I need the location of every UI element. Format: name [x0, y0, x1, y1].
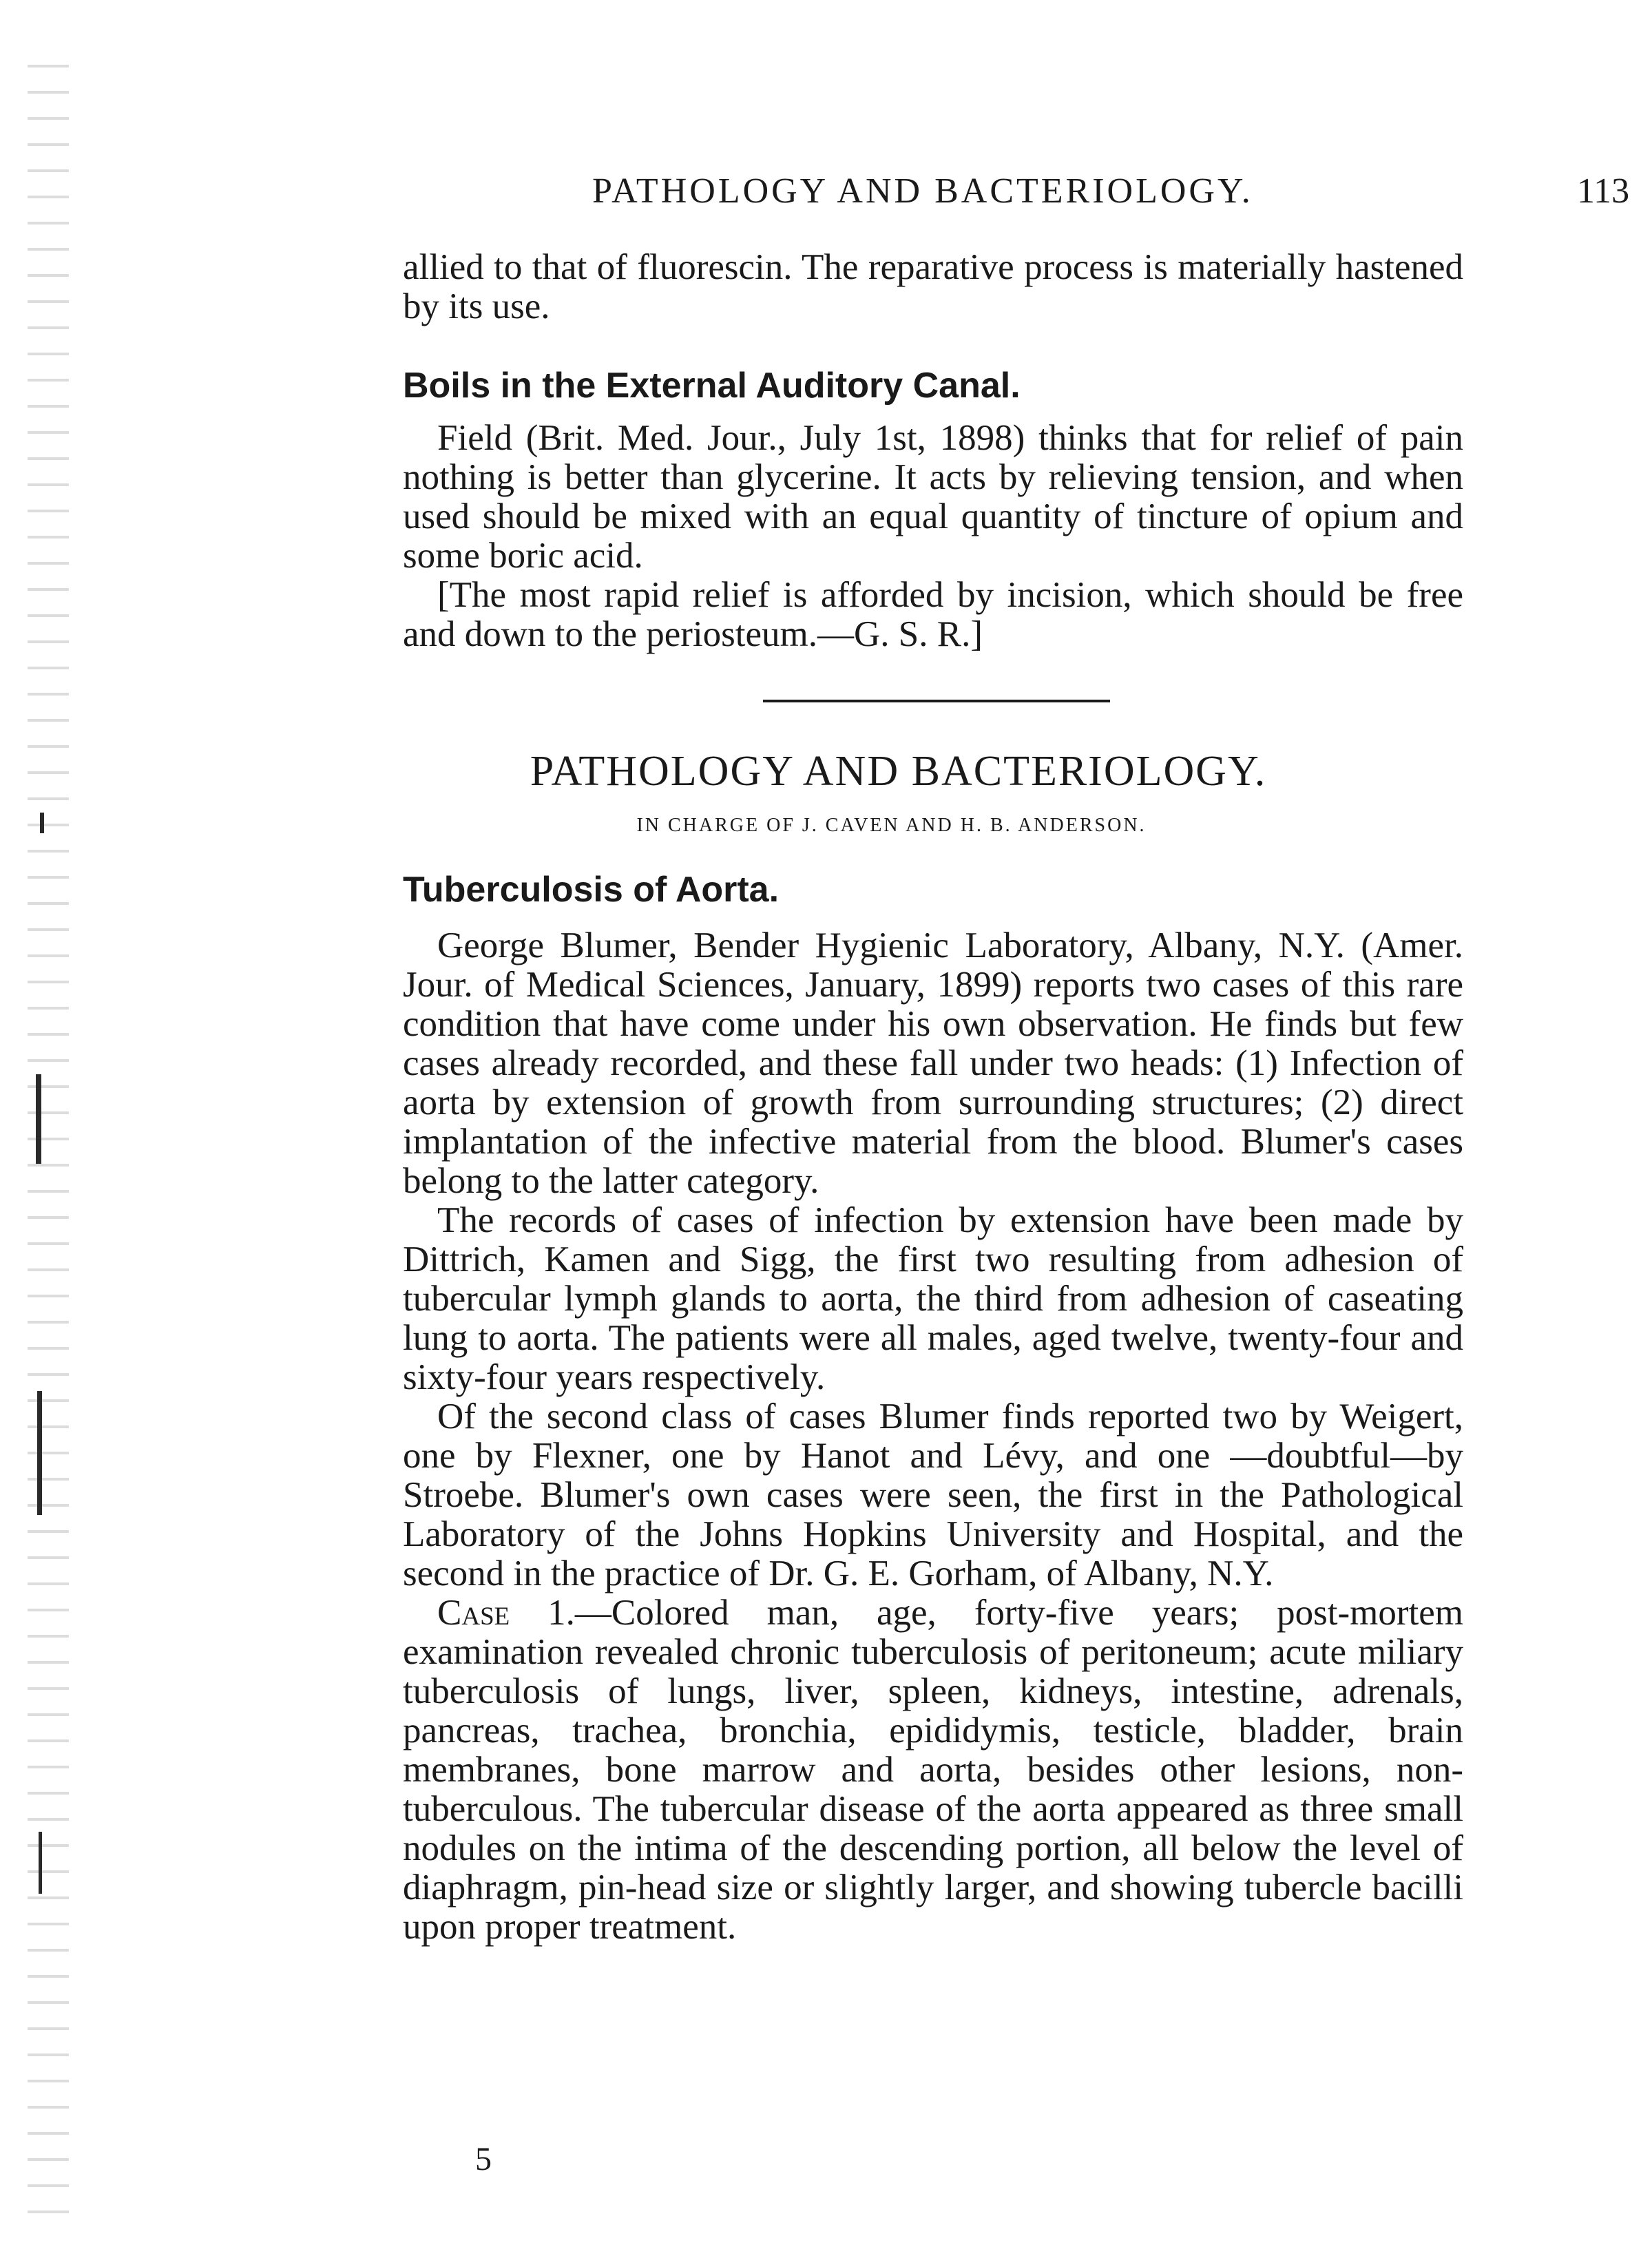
- boils-text-block: [403, 419, 1463, 654]
- tuberculosis-paragraph-4: [403, 1593, 1463, 1947]
- scan-edge-artifact: [28, 41, 69, 2231]
- case-1-text: —Colored man, age, forty-five years; post-mortem examination revealed chronic tuberculosis of peritoneum; acute miliary tuberculosis of lungs, liver, spleen, kidneys, intestine, adrenals, pancreas, trachea, bronchia, epididymis, testicle, bladder, brain membranes, bone marrow and aorta, besides other lesions, non-tuberculous. The tubercular disease of the aorta appeared as three small nodules on the intima of the descending portion, all below the level of diaphragm, pin-head size or slightly larger, and showing tubercle bacilli upon proper treatment.: [403, 1593, 1464, 1947]
- section-divider-rule: [763, 700, 1110, 702]
- tuberculosis-paragraph-1: George Blumer, Bender Hygienic Laboratory, Albany, N.Y. (Amer. Jour. of Medical Sciences, January, 1899) reports two cases of this rare condition that have come under his own observation. He finds but few cases already recorded, and these fall under two heads: (1) Infection of aorta by extension of growth from surrounding structures; (2) direct implantation of the infective material from the blood. Blumer's cases belong to the latter category.: [403, 926, 1463, 1201]
- tuberculosis-paragraph-2: The records of cases of infection by extension have been made by Dittrich, Kamen and Sigg, the first two resulting from adhesion of tubercular lymph glands to aorta, the third from adhesion of caseating lung to aorta. The patients were all males, aged twelve, twenty-four and sixty-four years respectively.: [403, 1200, 1463, 1397]
- tuberculosis-heading: Tuberculosis of Aorta.: [403, 870, 780, 910]
- boils-paragraph-2: [The most rapid relief is afforded by incision, which should be free and down to the periosteum.—G. S. R.]: [403, 575, 1463, 654]
- section-title: PATHOLOGY AND BACTERIOLOGY.: [530, 748, 1267, 795]
- scan-speck: [39, 1832, 42, 1894]
- boils-heading: Boils in the External Auditory Canal.: [403, 366, 1021, 406]
- signature-mark: 5: [475, 2141, 492, 2177]
- tuberculosis-paragraph-3: Of the second class of cases Blumer finds reported two by Weigert, one by Flexner, one by Hanot and Lévy, and one —doubtful—by Stroebe. Blumer's own cases were seen, the first in the Pathological Laboratory of the Johns Hopkins University and Hospital, and the second in the practice of Dr. G. E. Gorham, of Albany, N.Y.: [403, 1397, 1463, 1593]
- tuberculosis-text-block: [403, 926, 1463, 1947]
- boils-paragraph-1: Field (Brit. Med. Jour., July 1st, 1898) thinks that for relief of pain nothing is better than glycerine. It acts by relieving tension, and when used should be mixed with an equal quantity of tincture of opium and some boric acid.: [403, 418, 1463, 576]
- case-label: Case 1.: [437, 1593, 575, 1633]
- continuation-text-block: [403, 248, 1463, 326]
- scan-speck: [37, 1391, 42, 1515]
- page-number: 113: [1577, 171, 1630, 211]
- scan-speck: [36, 1074, 41, 1164]
- continuation-paragraph: allied to that of fluorescin. The reparative process is materially hastened by its use.: [403, 247, 1463, 326]
- running-title: PATHOLOGY AND BACTERIOLOGY.: [592, 171, 1253, 211]
- section-editors: IN CHARGE OF J. CAVEN AND H. B. ANDERSON.: [636, 815, 1147, 836]
